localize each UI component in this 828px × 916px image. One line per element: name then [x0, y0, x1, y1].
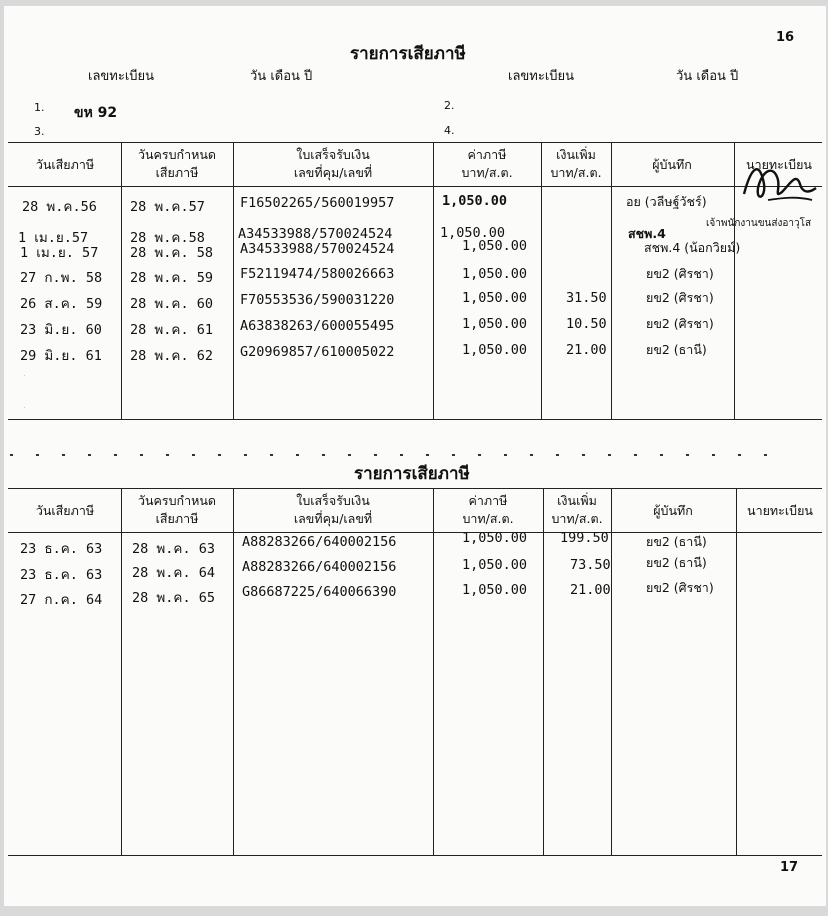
t1-row5-paid: 26 ส.ค. 59: [20, 296, 103, 312]
col2-receipt-b: เลขที่คุม/เลขที่: [293, 511, 373, 526]
t2-row2-recorder: ยข2 (ธานี): [646, 555, 707, 570]
col-receipt-b: เลขที่คุม/เลขที่: [293, 165, 373, 180]
col-receipt-a: ใบเสร็จรับเงิน: [296, 147, 370, 162]
col2-paid-date: วันเสียภาษี: [35, 503, 95, 518]
t1-row6-receipt: A63838263/600055495: [240, 318, 395, 334]
t1-row5-tax: 1,050.00: [462, 290, 528, 306]
registrar-signature: [738, 154, 822, 214]
col2-tax-a: ค่าภาษี: [468, 493, 508, 508]
t1-row1-receipt: F16502265/560019957: [240, 195, 395, 211]
col-due-date-a: วันครบกำหนด: [137, 147, 217, 162]
t2-row1-paid: 23 ธ.ค. 63: [20, 541, 103, 557]
t2-row3-tax: 1,050.00: [462, 582, 528, 598]
t1-row4-recorder: ยข2 (ศิรชา): [646, 266, 714, 281]
page-number-top: 16: [776, 30, 795, 45]
t2-row2-due: 28 พ.ค. 64: [132, 565, 215, 581]
col-extra-a: เงินเพิ่ม: [556, 147, 596, 162]
t1-row3-paid: 1 เม.ย. 57: [20, 245, 99, 261]
t1-row4-paid: 27 ก.พ. 58: [20, 270, 103, 286]
page-number-bottom: 17: [780, 860, 799, 875]
col2-recorder: ผู้บันทึก: [653, 503, 693, 518]
date-label-right: วัน เดือน ปี: [676, 69, 739, 84]
t1-row3-due: 28 พ.ค. 58: [130, 245, 213, 261]
col2-extra-a: เงินเพิ่ม: [557, 493, 597, 508]
dotted-separator: [10, 454, 790, 456]
section2-title: รายการเสียภาษี: [354, 464, 470, 484]
col-recorder: ผู้บันทึก: [652, 157, 692, 172]
date-label-left: วัน เดือน ปี: [250, 69, 313, 84]
col2-due-date-b: เสียภาษี: [155, 511, 199, 526]
reg-num-1: 1.: [34, 101, 45, 114]
t1-row6-due: 28 พ.ค. 61: [130, 322, 213, 338]
t1-row6-paid: 23 มิ.ย. 60: [20, 322, 102, 338]
t1-row3-recorder: สชพ.4 (น้อกวิยม์): [644, 240, 741, 255]
t1-row7-extra: 21.00: [566, 342, 607, 358]
col-tax-b: บาท/ส.ต.: [461, 165, 513, 180]
t1-row6-tax: 1,050.00: [462, 316, 528, 332]
col-due-date-b: เสียภาษี: [155, 165, 199, 180]
t1-row3-receipt: A34533988/570024524: [240, 241, 395, 257]
t2-row2-receipt: A88283266/640002156: [242, 559, 397, 575]
t1-row2-due: 28 พ.ค.58: [130, 230, 205, 246]
t1-row2-paid: 1 เม.ย.57: [18, 230, 89, 246]
t1-row1-recorder: อย (วลีษฐ์วัชร์): [626, 194, 707, 209]
reg-label-left: เลขทะเบียน: [88, 69, 155, 84]
t1-row7-receipt: G20969857/610005022: [240, 344, 395, 360]
t1-row7-paid: 29 มิ.ย. 61: [20, 348, 102, 364]
col-extra-b: บาท/ส.ต.: [550, 165, 602, 180]
col2-registrar: นายทะเบียน: [747, 503, 813, 518]
reg-num-4: 4.: [444, 124, 455, 137]
t1-row4-due: 28 พ.ค. 59: [130, 270, 213, 286]
t1-row1-paid: 28 พ.ค.56: [22, 199, 97, 215]
t1-row2-receipt: A34533988/570024524: [238, 226, 393, 242]
t1-row6-extra: 10.50: [566, 316, 607, 332]
t2-row1-extra: 199.50: [560, 530, 609, 546]
t1-row4-receipt: F52119474/580026663: [240, 266, 395, 282]
t2-row2-paid: 23 ธ.ค. 63: [20, 567, 103, 583]
t1-row3-tax: 1,050.00: [462, 238, 528, 254]
t1-row5-due: 28 พ.ค. 60: [130, 296, 213, 312]
col2-extra-b: บาท/ส.ต.: [551, 511, 603, 526]
t2-row3-recorder: ยข2 (ศิรชา): [646, 580, 714, 595]
t2-row1-tax: 1,050.00: [462, 530, 528, 546]
col2-due-date-a: วันครบกำหนด: [137, 493, 217, 508]
t2-row2-extra: 73.50: [570, 557, 611, 573]
page-title: รายการเสียภาษี: [350, 44, 466, 64]
t2-row3-due: 28 พ.ค. 65: [132, 590, 215, 606]
col-tax-a: ค่าภาษี: [467, 147, 507, 162]
t1-row1-due: 28 พ.ค.57: [130, 199, 205, 215]
t2-row1-recorder: ยข2 (ธานี): [646, 534, 707, 549]
t1-row4-tax: 1,050.00: [462, 266, 528, 282]
t2-row1-receipt: A88283266/640002156: [242, 534, 397, 550]
col-registrar: นายทะเบียน: [746, 157, 812, 172]
t2-row1-due: 28 พ.ค. 63: [132, 541, 215, 557]
t1-row5-recorder: ยข2 (ศิรชา): [646, 290, 714, 305]
t2-row3-paid: 27 ก.ค. 64: [20, 592, 103, 608]
col2-receipt-a: ใบเสร็จรับเงิน: [296, 493, 370, 508]
reg-label-right: เลขทะเบียน: [508, 69, 575, 84]
t1-row5-receipt: F70553536/590031220: [240, 292, 395, 308]
t1-row2-recorder: สชพ.4: [628, 226, 666, 241]
col2-tax-b: บาท/ส.ต.: [462, 511, 514, 526]
t1-row7-tax: 1,050.00: [462, 342, 528, 358]
t1-row5-extra: 31.50: [566, 290, 607, 306]
t1-row2-tax: 1,050.00: [440, 225, 506, 241]
t1-row6-recorder: ยข2 (ศิรชา): [646, 316, 714, 331]
registrar-note: เจ้าพนักงานขนส่งอาวุโส: [706, 218, 812, 229]
t2-row3-extra: 21.00: [570, 582, 611, 598]
t2-row3-receipt: G86687225/640066390: [242, 584, 397, 600]
t2-row2-tax: 1,050.00: [462, 557, 528, 573]
t1-row7-recorder: ยข2 (ธานี): [646, 342, 707, 357]
reg-num-2: 2.: [444, 99, 455, 112]
t1-row7-due: 28 พ.ค. 62: [130, 348, 213, 364]
t1-row1-tax: 1,050.00: [442, 193, 508, 209]
col-paid-date: วันเสียภาษี: [35, 157, 95, 172]
reg-num-3: 3.: [34, 125, 45, 138]
reg-value-1: ขห 92: [74, 105, 118, 121]
